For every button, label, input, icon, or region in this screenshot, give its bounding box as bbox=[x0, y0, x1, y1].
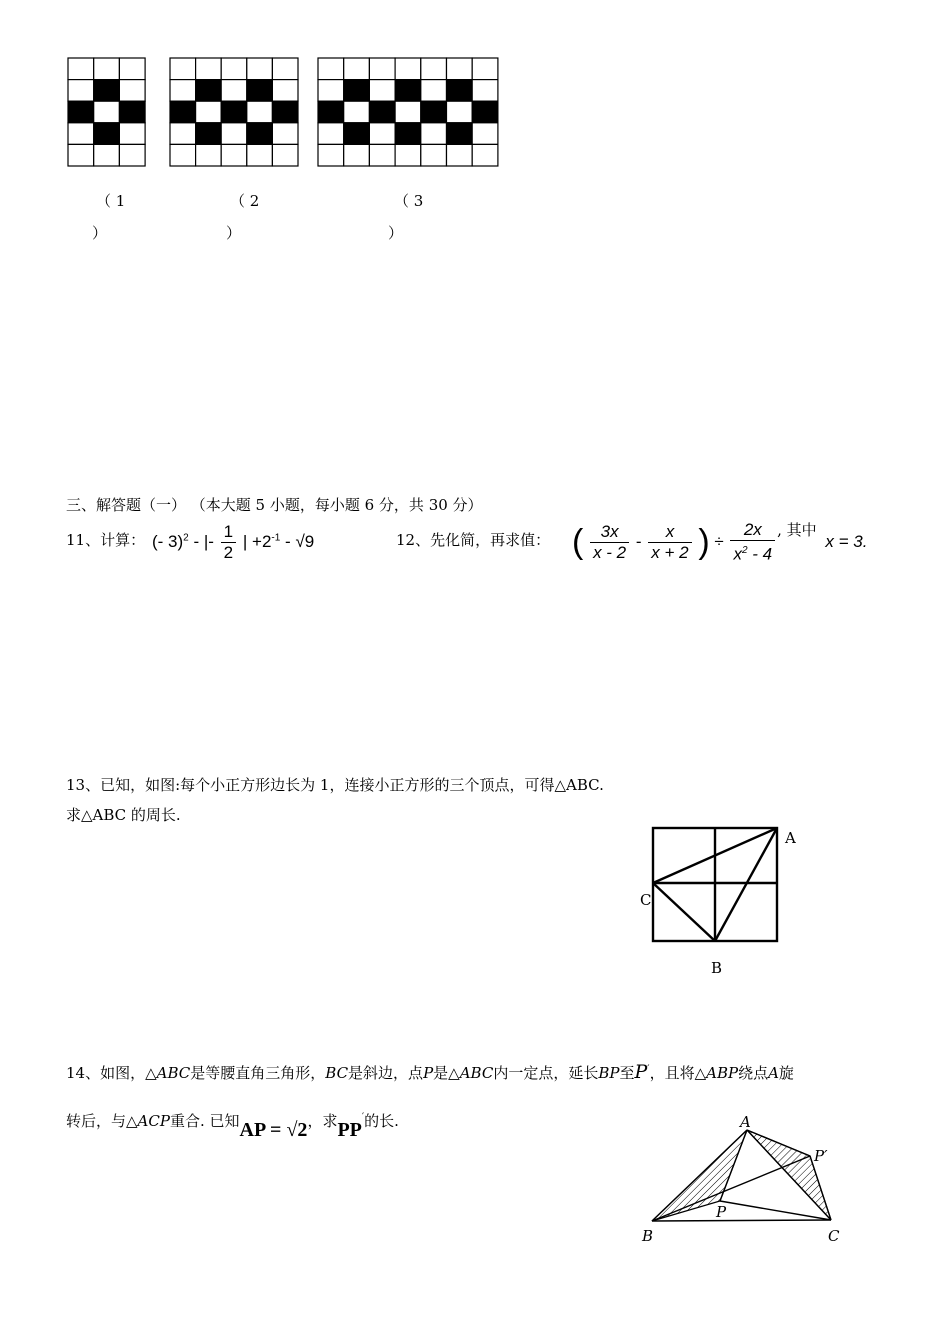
pattern-1-cell bbox=[94, 80, 120, 102]
pattern-3-cell bbox=[472, 144, 498, 166]
pattern-2-cell bbox=[170, 144, 196, 166]
q11-expr-c: | +2 bbox=[242, 531, 272, 551]
pattern-3-cell bbox=[395, 101, 421, 123]
q12-label: 12、先化简，再求值： bbox=[396, 531, 551, 549]
pattern-2-cell bbox=[196, 101, 222, 123]
pattern-caption-1-open: （ 1 bbox=[96, 192, 126, 210]
pattern-caption-3-open: （ 3 bbox=[394, 192, 424, 210]
q11-expr-c-exp: -1 bbox=[271, 532, 281, 544]
q12-f3-num: 2x bbox=[730, 520, 775, 541]
q14-label-pprime: P′ bbox=[814, 1147, 828, 1165]
pattern-3-cell bbox=[472, 80, 498, 102]
q14-side-bc bbox=[652, 1220, 831, 1221]
q13-line-1: 13、已知，如图:每个小正方形边长为 1，连接小正方形的三个顶点，可得△ABC. bbox=[66, 776, 604, 794]
pattern-2-cell bbox=[272, 58, 298, 80]
pattern-3-cell bbox=[472, 58, 498, 80]
pattern-3-cell bbox=[447, 123, 473, 145]
pattern-2-cell bbox=[272, 101, 298, 123]
q12-where: , 其中 bbox=[777, 521, 817, 539]
pattern-2-cell bbox=[247, 58, 273, 80]
q14-line-pc bbox=[720, 1201, 831, 1220]
q14-l1-c: 是斜边，点 bbox=[348, 1064, 424, 1082]
pattern-3-cell bbox=[472, 123, 498, 145]
q14-l1-f: 至 bbox=[619, 1064, 635, 1082]
pattern-3-cell bbox=[344, 58, 370, 80]
q12-fraction-2 bbox=[648, 522, 691, 563]
q14-l2-a: 转后，与△ bbox=[66, 1112, 138, 1130]
pattern-caption-3-close: ） bbox=[388, 224, 404, 242]
pattern-2-cell bbox=[170, 123, 196, 145]
q14-l2-b: 重合. 已知 bbox=[169, 1112, 240, 1130]
pattern-3-cell bbox=[447, 101, 473, 123]
q12-fraction-3 bbox=[730, 520, 775, 565]
pattern-2-cell bbox=[272, 80, 298, 102]
q14-l1-g: ，且将△ bbox=[649, 1064, 707, 1082]
q14-pp-expr: PP bbox=[337, 1119, 362, 1141]
pattern-3-cell bbox=[344, 144, 370, 166]
q14-l1-d: 是△ bbox=[433, 1064, 460, 1082]
q14-l1-i: 旋 bbox=[778, 1064, 794, 1082]
pattern-3-cell bbox=[447, 58, 473, 80]
q13-label-a: A bbox=[785, 829, 796, 847]
q13-line-2: 求△ABC 的周长. bbox=[66, 806, 181, 824]
pattern-2-cell bbox=[170, 101, 196, 123]
pattern-3-cell bbox=[318, 58, 344, 80]
q12-f1-den: x - 2 bbox=[593, 542, 627, 562]
pattern-2-cell bbox=[196, 58, 222, 80]
q14-label-b: B bbox=[642, 1227, 654, 1245]
q14-ap-expr: AP = √2 bbox=[239, 1119, 308, 1141]
q14-l2-acp: ACP bbox=[137, 1112, 170, 1130]
q11-frac-num: 1 bbox=[221, 522, 236, 543]
q11-label: 11、计算： bbox=[66, 531, 146, 549]
pattern-1-cell bbox=[119, 101, 145, 123]
q12-value: x = 3. bbox=[825, 531, 868, 551]
pattern-3-cell bbox=[369, 123, 395, 145]
pattern-3-cell bbox=[447, 144, 473, 166]
pattern-2-cell bbox=[221, 123, 247, 145]
pattern-1-cell bbox=[94, 58, 120, 80]
q14-line-1 bbox=[66, 1060, 794, 1083]
q14-pp-prime: ′ bbox=[361, 1112, 365, 1123]
q14-l1-a: 14、如图，△ bbox=[66, 1064, 157, 1082]
q11-expr-d: - bbox=[285, 531, 291, 551]
pattern-2-cell bbox=[247, 144, 273, 166]
pattern-3-cell bbox=[318, 101, 344, 123]
pattern-2-cell bbox=[272, 144, 298, 166]
pattern-figures bbox=[0, 0, 520, 180]
pattern-3-cell bbox=[395, 80, 421, 102]
pattern-2-cell bbox=[170, 80, 196, 102]
pattern-2-cell bbox=[196, 80, 222, 102]
pattern-1-cell bbox=[94, 144, 120, 166]
q12-f1-num: 3x bbox=[590, 522, 629, 543]
pattern-3-cell bbox=[369, 58, 395, 80]
pattern-1-cell bbox=[68, 123, 94, 145]
pattern-2-cell bbox=[196, 144, 222, 166]
q12-f3-den bbox=[730, 541, 775, 565]
q14-l2-c: ，求 bbox=[307, 1112, 338, 1130]
q11-expression bbox=[152, 522, 314, 563]
pattern-3-cell bbox=[318, 144, 344, 166]
pattern-3-cell bbox=[472, 101, 498, 123]
pattern-1-cell bbox=[68, 101, 94, 123]
pattern-2-cell bbox=[247, 101, 273, 123]
pattern-3-cell bbox=[318, 123, 344, 145]
pattern-3-cell bbox=[421, 58, 447, 80]
section-heading: 三、解答题（一） （本大题 5 小题，每小题 6 分，共 30 分） bbox=[66, 496, 483, 514]
pattern-3-cell bbox=[395, 123, 421, 145]
q12-divide: ÷ bbox=[714, 531, 724, 551]
q14-l1-abc: ABC bbox=[156, 1064, 191, 1082]
q12-fraction-1 bbox=[590, 522, 629, 563]
q14-l1-h: 绕点 bbox=[738, 1064, 769, 1082]
pattern-1-cell bbox=[119, 123, 145, 145]
q11-expr-b: - |- bbox=[193, 531, 214, 551]
pattern-1-cell bbox=[119, 80, 145, 102]
pattern-1-cell bbox=[94, 101, 120, 123]
pattern-3-cell bbox=[421, 144, 447, 166]
pattern-1-cell bbox=[68, 58, 94, 80]
pattern-3-cell bbox=[421, 80, 447, 102]
pattern-1-cell bbox=[119, 58, 145, 80]
q14-line-2 bbox=[66, 1108, 399, 1141]
q14-label-p: P bbox=[716, 1203, 727, 1221]
pattern-1-cell bbox=[119, 144, 145, 166]
q11-radical: √9 bbox=[295, 531, 315, 551]
q14-l1-e: 内一定点，延长 bbox=[493, 1064, 599, 1082]
q11-frac-den: 2 bbox=[223, 543, 234, 562]
q12-f3-den-rest: - 4 bbox=[747, 544, 773, 564]
q13-side-bc bbox=[653, 883, 715, 941]
pattern-2-cell bbox=[221, 80, 247, 102]
pattern-3-cell bbox=[344, 80, 370, 102]
pattern-3-cell bbox=[344, 101, 370, 123]
pattern-3-cell bbox=[395, 144, 421, 166]
q14-label-c: C bbox=[828, 1227, 840, 1245]
pattern-2-cell bbox=[247, 123, 273, 145]
pattern-3-cell bbox=[369, 80, 395, 102]
pattern-3-cell bbox=[395, 58, 421, 80]
q14-l1-p: P bbox=[423, 1064, 434, 1082]
q13-figure bbox=[620, 815, 820, 985]
pattern-2-cell bbox=[272, 123, 298, 145]
q14-l1-prime: ′ bbox=[647, 1064, 650, 1075]
q12-expression: ( $\frac{3x}{x - 2}$ - $\frac{x}{x + 2}$ ) ÷ $\frac{2x}{x^2 - 4}$ , 其中 x = 3. bbox=[572, 520, 868, 564]
q14-side-ac bbox=[747, 1130, 831, 1220]
pattern-1-cell bbox=[68, 144, 94, 166]
pattern-3-cell bbox=[369, 144, 395, 166]
q12-minus: - bbox=[635, 531, 642, 551]
q12-f2-num: x bbox=[648, 522, 691, 543]
pattern-2-cell bbox=[221, 58, 247, 80]
q12-f3-den-exp: 2 bbox=[741, 545, 748, 556]
q14-l1-bc: BC bbox=[325, 1064, 349, 1082]
q14-l1-bp: BP bbox=[598, 1064, 620, 1082]
pattern-caption-1-close: ） bbox=[92, 224, 108, 242]
pattern-2-cell bbox=[247, 80, 273, 102]
q14-l1-abc2: ABC bbox=[459, 1064, 494, 1082]
pattern-2-cell bbox=[196, 123, 222, 145]
q12-f2-den: x + 2 bbox=[651, 542, 689, 562]
pattern-3-cell bbox=[421, 101, 447, 123]
q14-l1-abp: ABP bbox=[706, 1064, 739, 1082]
q14-label-a: A bbox=[740, 1113, 751, 1131]
pattern-3-cell bbox=[318, 80, 344, 102]
pattern-caption-2-open: （ 2 bbox=[230, 192, 260, 210]
q11-expr-a-exp: 2 bbox=[183, 532, 189, 544]
q14-l1-pp: P bbox=[634, 1061, 648, 1083]
pattern-3-cell bbox=[447, 80, 473, 102]
q14-l1-b: 是等腰直角三角形， bbox=[190, 1064, 326, 1082]
pattern-1-cell bbox=[68, 80, 94, 102]
pattern-2-cell bbox=[221, 101, 247, 123]
pattern-3-cell bbox=[344, 123, 370, 145]
q13-label-c: C bbox=[640, 891, 652, 909]
q13-side-ab bbox=[715, 828, 777, 941]
q14-figure bbox=[630, 1105, 860, 1255]
q11-expr-a: (- 3) bbox=[152, 531, 184, 551]
pattern-2-cell bbox=[221, 144, 247, 166]
q14-l1-a2: A bbox=[768, 1064, 779, 1082]
q12-f3-den-base: x bbox=[733, 544, 742, 564]
pattern-3-cell bbox=[421, 123, 447, 145]
q14-l2-d: 的长. bbox=[364, 1112, 399, 1130]
pattern-2-cell bbox=[170, 58, 196, 80]
q11-fraction bbox=[221, 522, 236, 563]
q13-label-b: B bbox=[711, 959, 723, 977]
pattern-1-cell bbox=[94, 123, 120, 145]
pattern-3-cell bbox=[369, 101, 395, 123]
pattern-caption-2-close: ） bbox=[226, 224, 242, 242]
